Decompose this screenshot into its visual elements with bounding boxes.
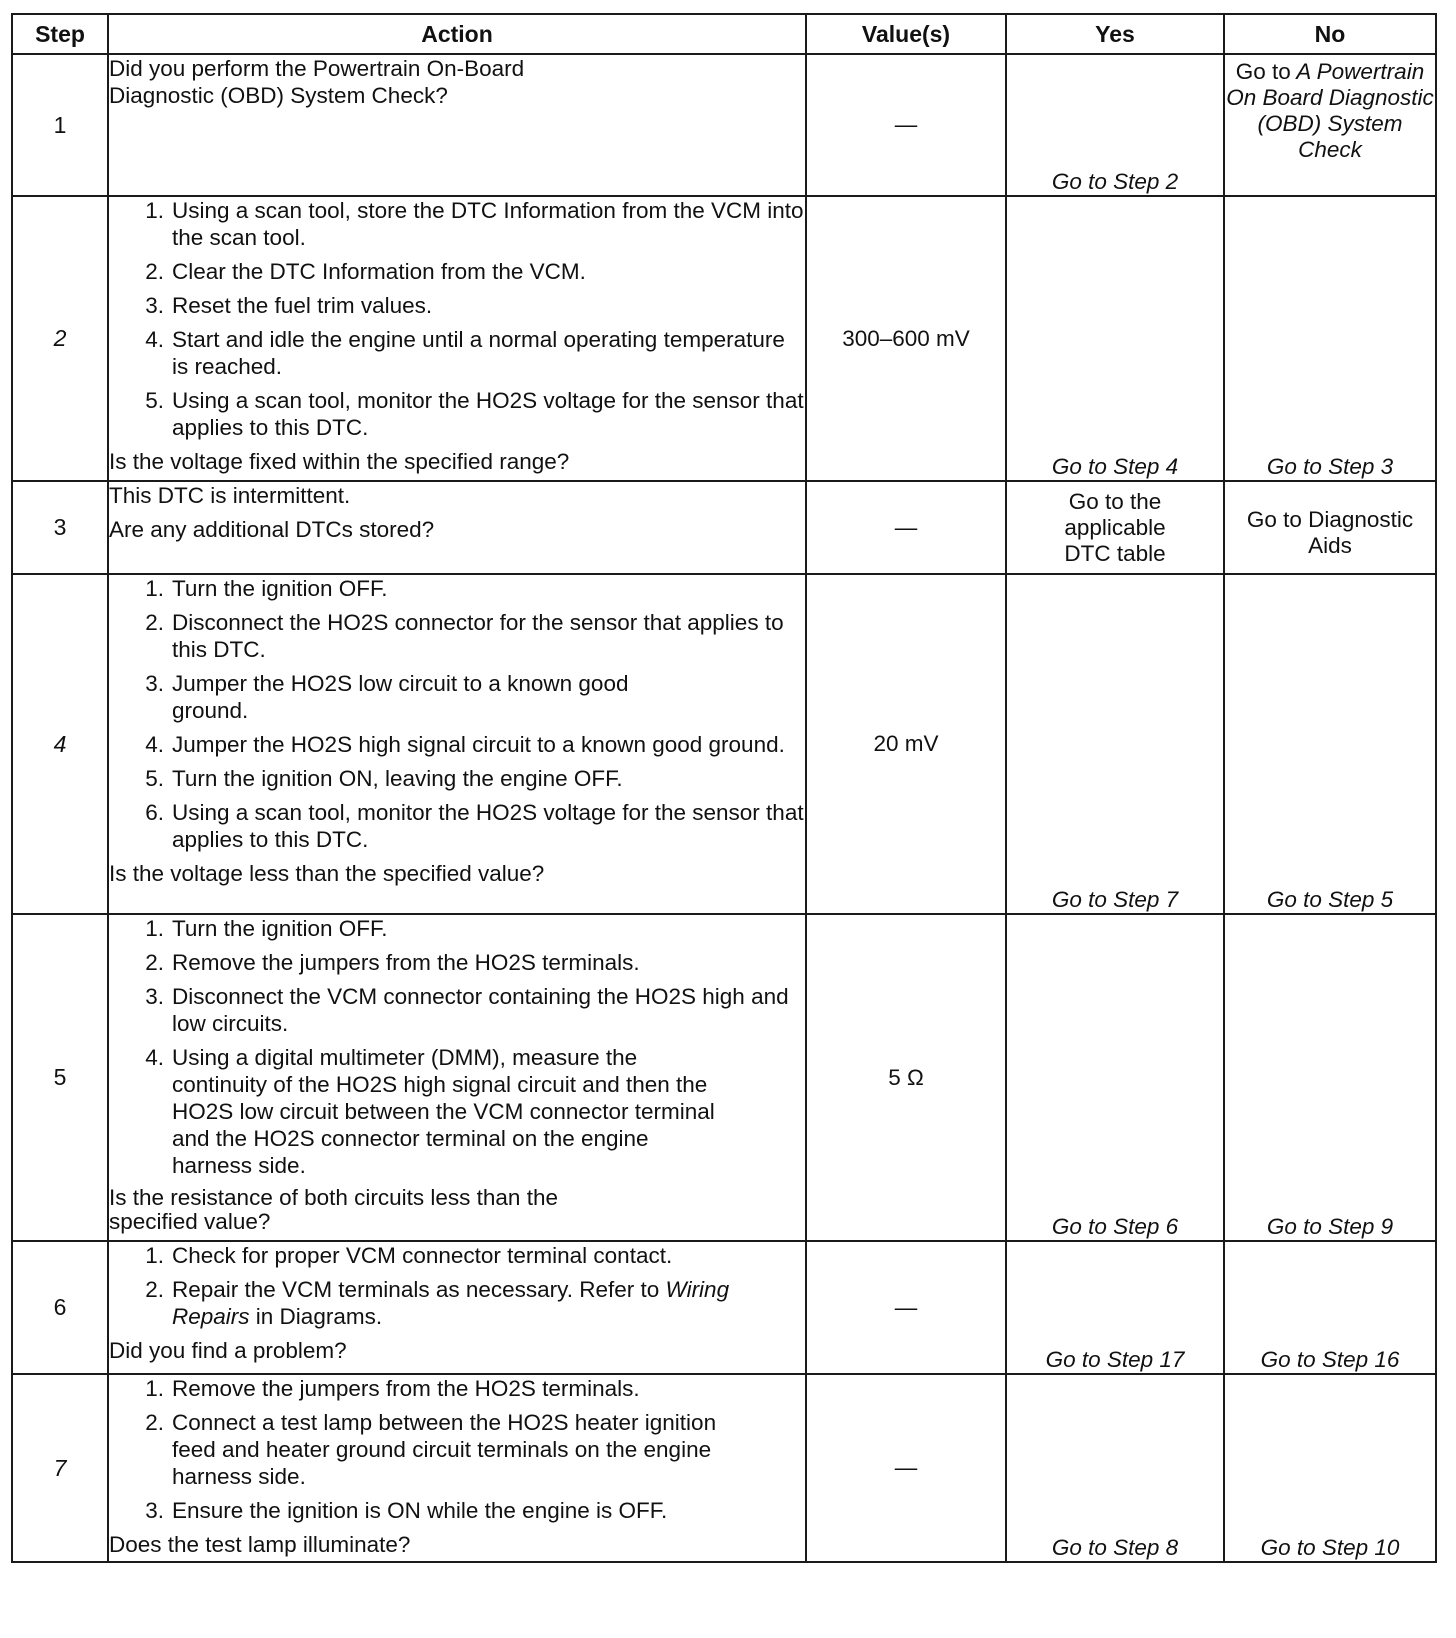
action-question: Does the test lamp illuminate? [109,1532,411,1557]
yes-cell: Go to the applicable DTC table [1006,481,1224,574]
action-item: 2. Disconnect the HO2S connector for the sensor that applies to this DTC. [145,610,784,662]
no-cell [1224,54,1436,196]
diagnostic-table [11,13,1437,1563]
header-action: Action [108,14,806,54]
value-cell: — [806,1374,1006,1562]
no-cell: Go to Step 9 [1224,914,1436,1241]
action-cell [108,481,806,574]
action-item: 1. Turn the ignition OFF. [145,576,388,601]
value-cell: 5 Ω [806,914,1006,1241]
table-row-step-6 [12,1241,1436,1374]
action-item: 4. Start and idle the engine until a normal operating temperature is reached. [145,327,785,379]
value-cell: — [806,481,1006,574]
no-cell: Go to Step 10 [1224,1374,1436,1562]
table-row-step-5 [12,914,1436,1241]
step-number: 3 [12,481,108,574]
action-question: Are any additional DTCs stored? [109,517,435,542]
yes-cell: Go to Step 6 [1006,914,1224,1241]
action-cell [108,1241,806,1374]
table-row-step-2 [12,196,1436,481]
table-row-step-1 [12,54,1436,196]
action-item: 6. Using a scan tool, monitor the HO2S voltage for the sensor that applies to this DTC. [145,800,804,852]
header-values: Value(s) [806,14,1006,54]
value-cell: — [806,54,1006,196]
action-item: 1. Turn the ignition OFF. [145,916,388,941]
header-step: Step [12,14,108,54]
action-item: 2. Remove the jumpers from the HO2S terminals. [145,950,640,975]
action-cell [108,1374,806,1562]
action-item: 3. Ensure the ignition is ON while the engine is OFF. [145,1498,668,1523]
no-cell: Go to Step 16 [1224,1241,1436,1374]
yes-cell: Go to Step 4 [1006,196,1224,481]
action-item: 1. Check for proper VCM connector terminal contact. [145,1243,673,1268]
action-cell [108,54,806,196]
yes-cell: Go to Step 8 [1006,1374,1224,1562]
yes-cell: Go to Step 7 [1006,574,1224,914]
table-row-step-7 [12,1374,1436,1562]
wiring-repairs-reference: Wiring Repairs [172,1277,730,1329]
no-reference: A Powertrain On Board Diagnostic (OBD) System Check [1226,59,1434,162]
table-row-step-3 [12,481,1436,574]
no-cell: Go to Step 3 [1224,196,1436,481]
action-item: 5. Turn the ignition ON, leaving the engine OFF. [145,766,623,791]
action-item: 2. Connect a test lamp between the HO2S heater ignition feed and heater ground circuit terminals on the engine harness side. [145,1410,717,1489]
yes-cell: Go to Step 17 [1006,1241,1224,1374]
step-number: 6 [12,1241,108,1374]
header-no: No [1224,14,1436,54]
table-row-step-4 [12,574,1436,914]
action-item: 4. Using a digital multimeter (DMM), measure the continuity of the HO2S high signal circuit and then the HO2S low circuit between the VCM connector terminal and the HO2S connector terminal on the engine harness side. [145,1045,715,1178]
action-item: 2. Repair the VCM terminals as necessary. Refer to Wiring Repairs in Diagrams. [145,1277,730,1329]
header-row [12,14,1436,54]
action-note: This DTC is intermittent. [109,483,351,508]
action-item: 3. Jumper the HO2S low circuit to a known good ground. [145,671,629,723]
action-question: Did you perform the Powertrain On-Board Diagnostic (OBD) System Check? [109,56,525,108]
value-cell: 20 mV [806,574,1006,914]
action-question: Is the voltage less than the specified value? [109,861,545,886]
value-cell: 300–600 mV [806,196,1006,481]
yes-cell: Go to Step 2 [1006,54,1224,196]
action-cell [108,196,806,481]
no-cell: Go to Step 5 [1224,574,1436,914]
step-number: 1 [12,54,108,196]
step-number: 7 [12,1374,108,1562]
action-item: 3. Disconnect the VCM connector containing the HO2S high and low circuits. [145,984,789,1036]
action-cell [108,574,806,914]
action-item: 1. Remove the jumpers from the HO2S terminals. [145,1376,640,1401]
no-cell: Go to Diagnostic Aids [1224,481,1436,574]
step-number: 4 [12,574,108,914]
action-question: Is the resistance of both circuits less than the specified value? [109,1185,558,1234]
step-number: 5 [12,914,108,1241]
action-question: Is the voltage fixed within the specified range? [109,449,570,474]
action-item: 2. Clear the DTC Information from the VCM. [145,259,586,284]
action-cell [108,914,806,1241]
action-item: 3. Reset the fuel trim values. [145,293,433,318]
header-yes: Yes [1006,14,1224,54]
action-item: 4. Jumper the HO2S high signal circuit to a known good ground. [145,732,785,757]
value-cell: — [806,1241,1006,1374]
step-number: 2 [12,196,108,481]
action-item: 5. Using a scan tool, monitor the HO2S voltage for the sensor that applies to this DTC. [145,388,804,440]
no-prefix: Go to [1235,59,1291,84]
action-question: Did you find a problem? [109,1338,347,1363]
action-item: 1. Using a scan tool, store the DTC Information from the VCM into the scan tool. [145,198,804,250]
